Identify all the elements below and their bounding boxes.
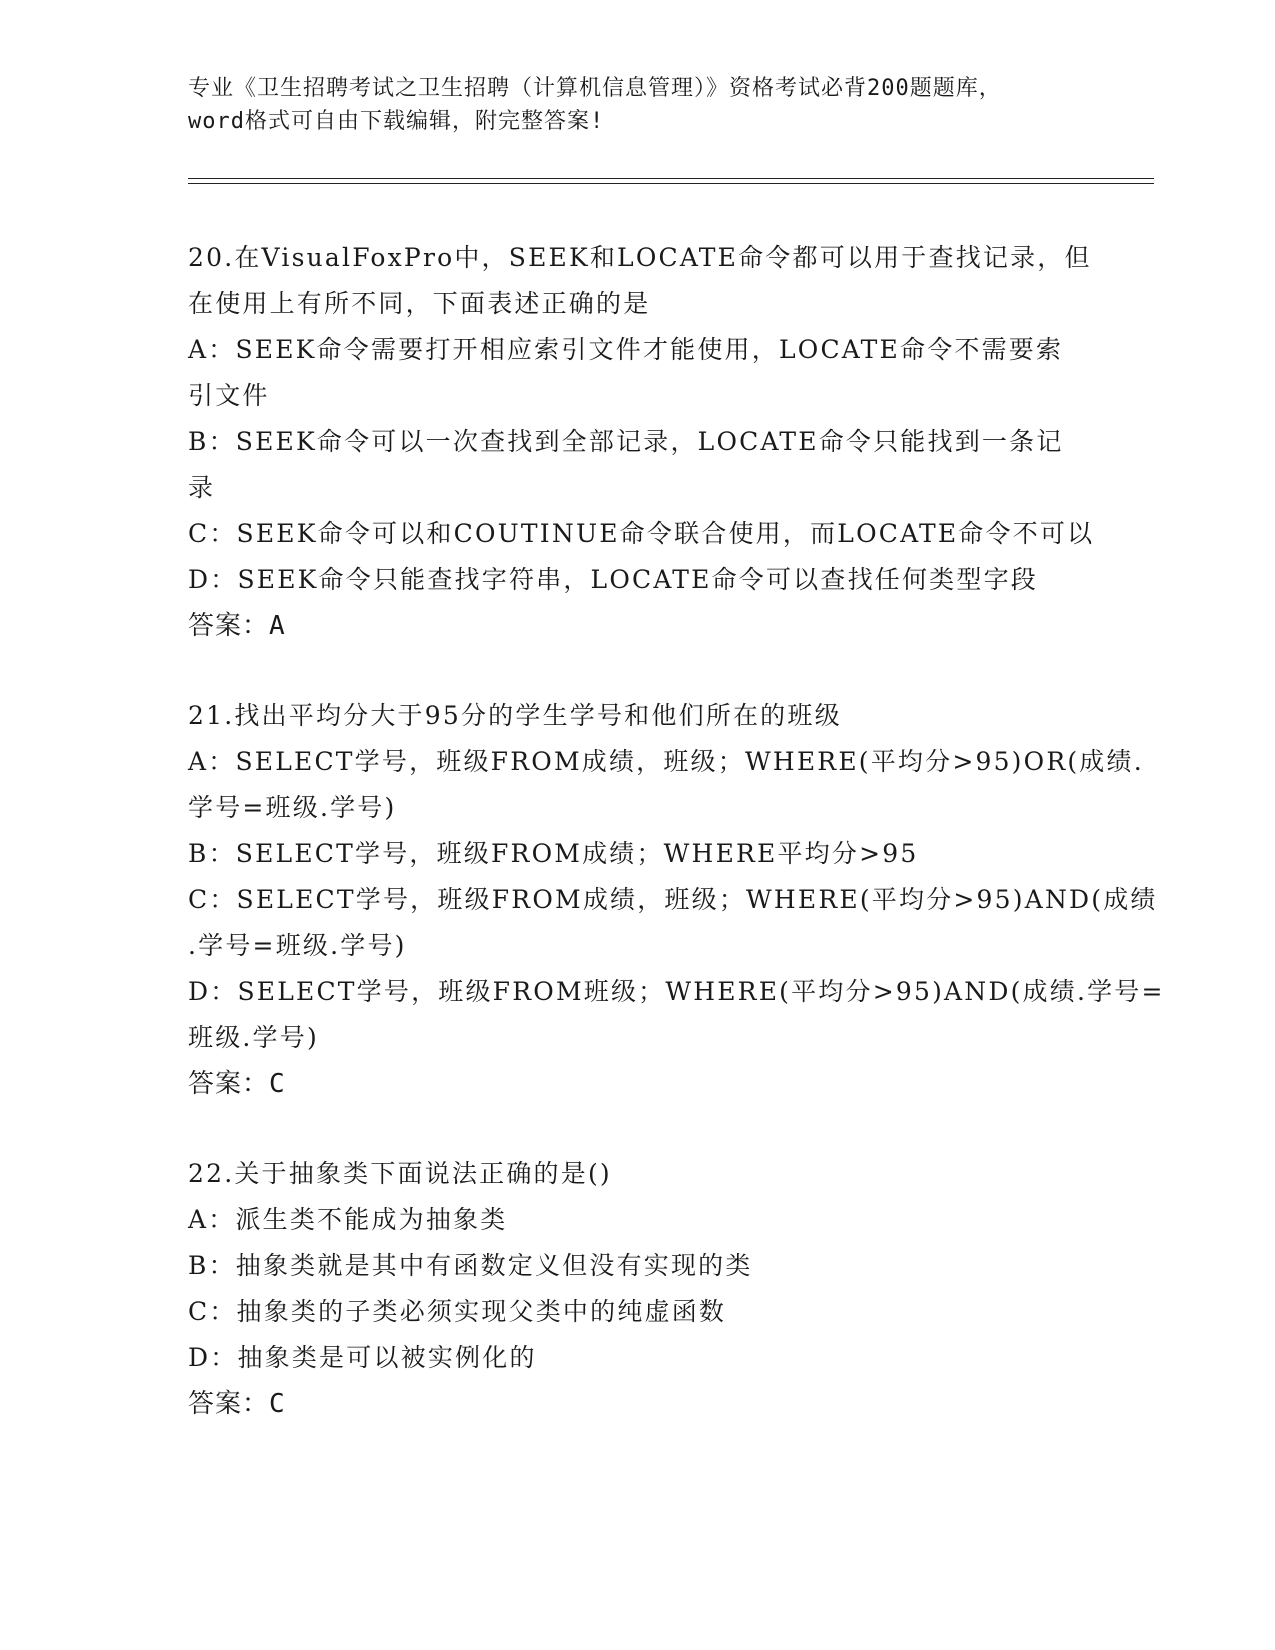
header-line-2: word格式可自由下载编辑，附完整答案! — [188, 109, 605, 134]
question-22-option-d: D：抽象类是可以被实例化的 — [188, 1343, 537, 1372]
question-21-answer: 答案：C — [188, 1069, 286, 1099]
question-20-stem-line-2: 在使用上有所不同，下面表述正确的是 — [188, 289, 651, 318]
question-20-option-b-line-1: B：SEEK命令可以一次查找到全部记录，LOCATE命令只能找到一条记 — [188, 427, 1064, 456]
question-20-option-c: C：SEEK命令可以和COUTINUE命令联合使用，而LOCATE命令不可以 — [188, 519, 1095, 548]
question-22-option-b: B：抽象类就是其中有函数定义但没有实现的类 — [188, 1251, 753, 1280]
question-22-option-c: C：抽象类的子类必须实现父类中的纯虚函数 — [188, 1297, 727, 1326]
question-20-option-a-line-2: 引文件 — [188, 381, 270, 410]
question-22 — [188, 1151, 1088, 1427]
question-21-option-d-line-2: 班级.学号) — [188, 1023, 319, 1052]
header-divider-top — [188, 178, 1154, 179]
question-21-option-a-line-1: A：SELECT学号，班级FROM成绩，班级；WHERE(平均分>95)OR(成绩. — [188, 747, 1144, 776]
question-21-option-d-line-1: D：SELECT学号，班级FROM班级；WHERE(平均分>95)AND(成绩.学号= — [188, 977, 1165, 1006]
question-21-stem: 21.找出平均分大于95分的学生学号和他们所在的班级 — [188, 701, 842, 730]
question-22-stem: 22.关于抽象类下面说法正确的是() — [188, 1159, 612, 1188]
question-20-answer: 答案：A — [188, 611, 286, 641]
question-21-option-a-line-2: 学号=班级.学号) — [188, 793, 397, 822]
document-header — [188, 72, 1108, 138]
question-20-option-a-line-1: A：SEEK命令需要打开相应索引文件才能使用，LOCATE命令不需要索 — [188, 335, 1064, 364]
header-divider-bottom — [188, 183, 1154, 184]
question-20-stem-line-1: 20.在VisualFoxPro中，SEEK和LOCATE命令都可以用于查找记录，但 — [188, 243, 1092, 272]
question-20-option-b-line-2: 录 — [188, 473, 216, 502]
header-line-1: 专业《卫生招聘考试之卫生招聘（计算机信息管理）》资格考试必背200题题库， — [188, 76, 1002, 101]
question-22-answer: 答案：C — [188, 1389, 286, 1419]
question-22-option-a: A：派生类不能成为抽象类 — [188, 1205, 508, 1234]
question-21-option-c-line-1: C：SELECT学号，班级FROM成绩，班级；WHERE(平均分>95)AND(成绩 — [188, 885, 1158, 914]
question-list — [188, 235, 1165, 1471]
question-20-option-d: D：SEEK命令只能查找字符串，LOCATE命令可以查找任何类型字段 — [188, 565, 1038, 594]
question-21-option-b: B：SELECT学号，班级FROM成绩；WHERE平均分>95 — [188, 839, 919, 868]
question-20 — [188, 235, 1095, 649]
question-21-option-c-line-2: .学号=班级.学号) — [188, 931, 407, 960]
question-21 — [188, 693, 1165, 1107]
